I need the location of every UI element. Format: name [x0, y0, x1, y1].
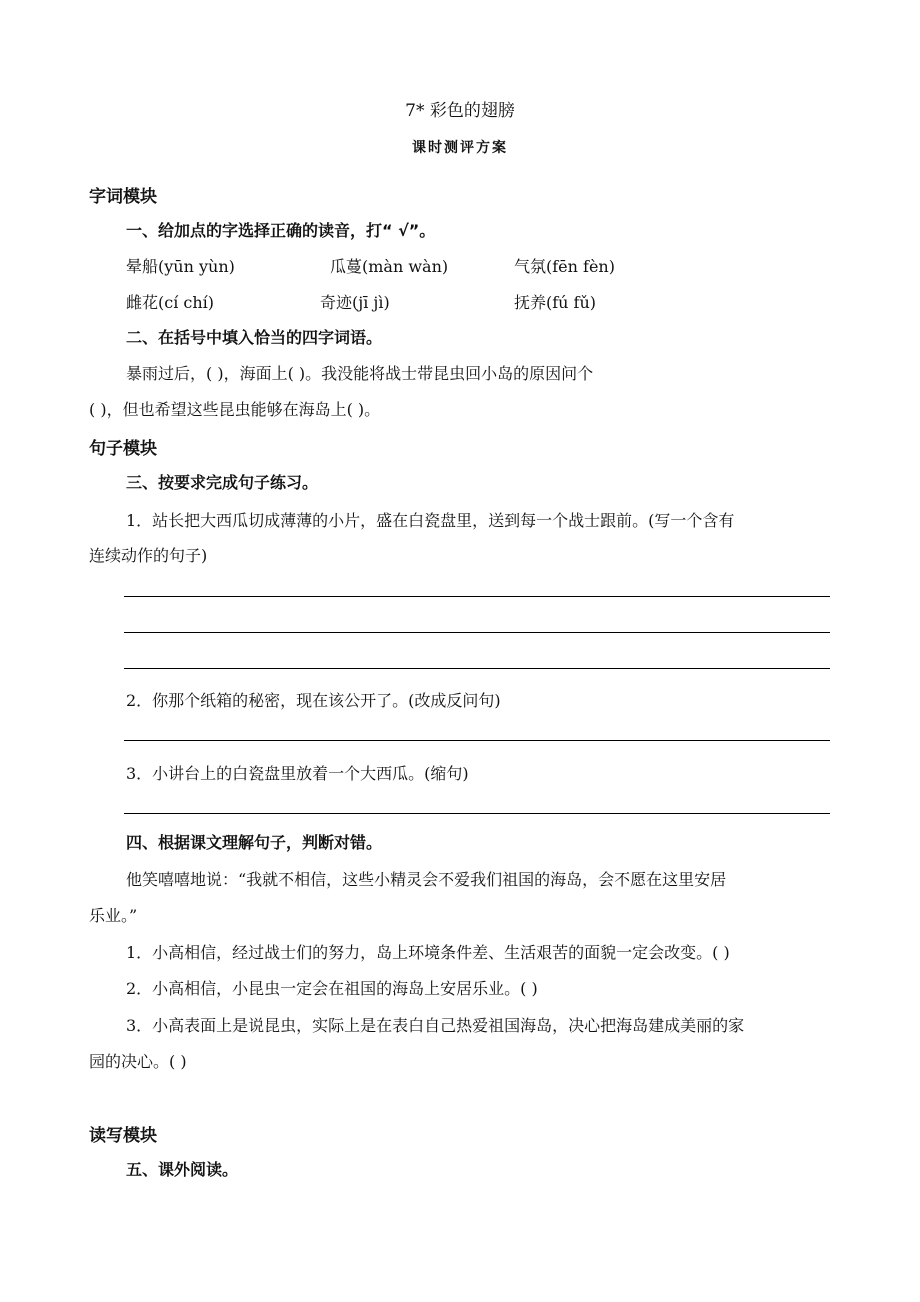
pinyin-item: 瓜蔓(màn wàn) — [330, 257, 449, 276]
quote-text-cont: 乐业。” — [89, 906, 138, 925]
judgement-item-3: 3．小高表面上是说昆虫，实际上是在表白自己热爱祖国海岛，决心把海岛建成美丽的家 — [126, 1016, 745, 1035]
section-reading: 读写模块 — [89, 1126, 157, 1146]
question-3-heading: 三、按要求完成句子练习。 — [126, 473, 319, 492]
pinyin-item: 奇迹(jī jì) — [320, 293, 390, 312]
fill-blank-line: ( )，但也希望这些昆虫能够在海岛上( )。 — [89, 400, 381, 419]
pinyin-item: 晕船(yūn yùn) — [126, 257, 235, 276]
question-1-heading: 一、给加点的字选择正确的读音，打“ √”。 — [126, 221, 436, 240]
answer-line[interactable] — [124, 813, 830, 814]
fill-blank-line: 暴雨过后，( )，海面上( )。我没能将战士带昆虫回小岛的原因问个 — [126, 364, 594, 383]
answer-line[interactable] — [124, 596, 830, 597]
answer-line[interactable] — [124, 668, 830, 669]
sentence-task-1-cont: 连续动作的句子) — [89, 546, 208, 565]
sentence-task-2: 2．你那个纸箱的秘密，现在该公开了。(改成反问句) — [126, 691, 501, 710]
quote-text: 他笑嘻嘻地说：“我就不相信，这些小精灵会不爱我们祖国的海岛，会不愿在这里安居 — [126, 870, 727, 889]
judgement-item-3-cont: 园的决心。( ) — [89, 1052, 187, 1071]
page-title: 7* 彩色的翅膀 — [405, 101, 515, 121]
question-2-heading: 二、在括号中填入恰当的四字词语。 — [126, 328, 383, 347]
judgement-item-2: 2．小高相信，小昆虫一定会在祖国的海岛上安居乐业。( ) — [126, 979, 538, 998]
section-words: 字词模块 — [89, 187, 157, 207]
question-5-heading: 五、课外阅读。 — [126, 1160, 239, 1179]
question-4-heading: 四、根据课文理解句子，判断对错。 — [126, 833, 383, 852]
pinyin-item: 抚养(fú fǔ) — [514, 293, 597, 312]
judgement-item-1: 1．小高相信，经过战士们的努力，岛上环境条件差、生活艰苦的面貌一定会改变。( ) — [126, 943, 730, 962]
sentence-task-3: 3．小讲台上的白瓷盘里放着一个大西瓜。(缩句) — [126, 764, 469, 783]
pinyin-item: 雌花(cí chí) — [126, 293, 215, 312]
page-subtitle: 课时测评方案 — [412, 140, 508, 156]
sentence-task-1: 1．站长把大西瓜切成薄薄的小片，盛在白瓷盘里，送到每一个战士跟前。(写一个含有 — [126, 511, 735, 530]
pinyin-item: 气氛(fēn fèn) — [514, 257, 615, 276]
answer-line[interactable] — [124, 632, 830, 633]
answer-line[interactable] — [124, 740, 830, 741]
section-sentences: 句子模块 — [89, 439, 157, 459]
